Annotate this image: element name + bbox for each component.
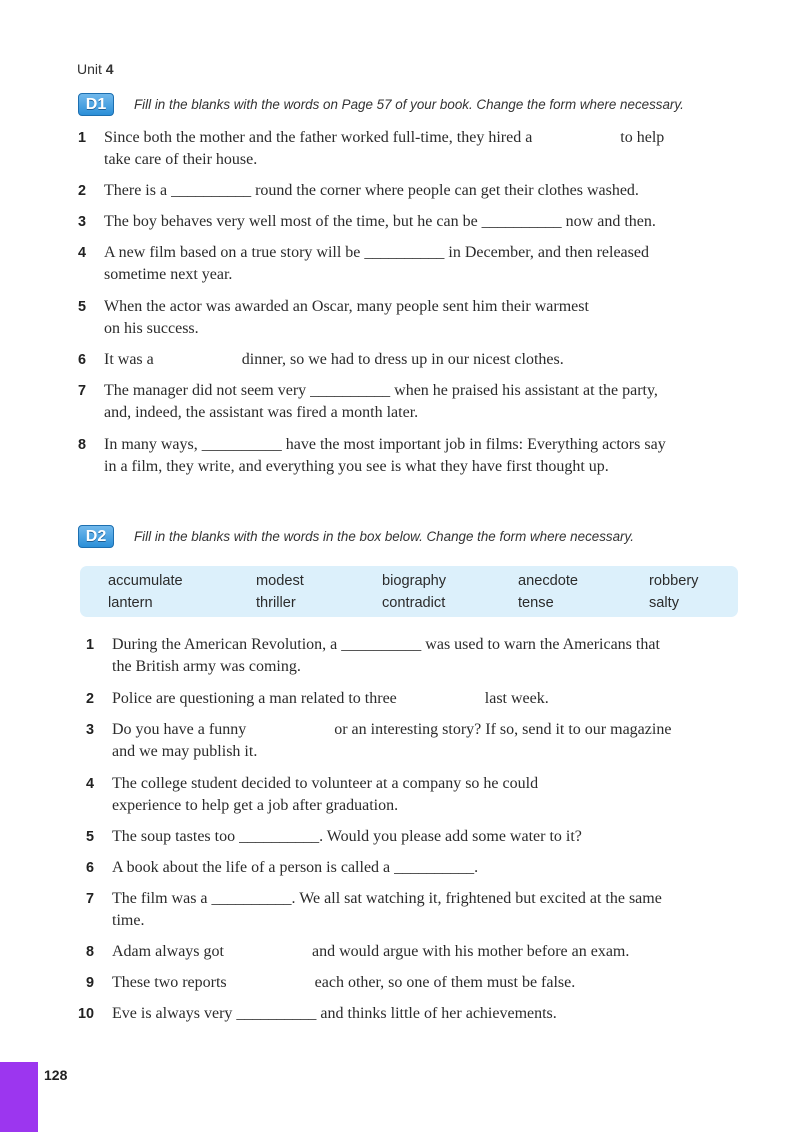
question-text-line: The boy behaves very well most of the time, but he can be __________ now and then.	[104, 213, 656, 230]
question-number: 8	[86, 944, 95, 960]
question-number: 10	[78, 1006, 95, 1022]
d1-instruction: Fill in the blanks with the words on Page 57 of your book. Change the form where necessary.	[134, 97, 684, 112]
question-text-line: In many ways, __________ have the most important job in films: Everything actors say	[104, 436, 666, 453]
question-text-line: the British army was coming.	[112, 658, 301, 675]
word-box-word: contradict	[382, 595, 446, 611]
question-text-line: Since both the mother and the father worked full-time, they hired a to help	[104, 129, 665, 146]
question-text-line: The manager did not seem very __________ when he praised his assistant at the party,	[104, 382, 658, 399]
word-box-word: biography	[382, 573, 447, 589]
word-box-word: tense	[518, 595, 554, 611]
question-number: 2	[86, 691, 95, 707]
question-text-line: When the actor was awarded an Oscar, many people sent him their warmest	[104, 298, 589, 315]
word-box-word: lantern	[108, 595, 153, 611]
question-text-line: During the American Revolution, a __________ was used to warn the Americans that	[112, 636, 660, 653]
question-text-line: experience to help get a job after graduation.	[112, 797, 399, 814]
question-text-line: Police are questioning a man related to three last week.	[112, 690, 549, 707]
question-number: 7	[78, 383, 87, 399]
question-text-line: in a film, they write, and everything you see is what they have first thought up.	[104, 458, 609, 475]
word-box	[80, 566, 738, 617]
question-number: 8	[78, 437, 87, 453]
d1-badge: D1	[78, 93, 114, 116]
question-text-line: A book about the life of a person is called a __________.	[112, 859, 479, 876]
question-text-line: Do you have a funny or an interesting story? If so, send it to our magazine	[112, 721, 672, 738]
page-edge-tab	[0, 1062, 38, 1132]
d2-instruction: Fill in the blanks with the words in the box below. Change the form where necessary.	[134, 529, 634, 544]
question-number: 4	[86, 776, 95, 792]
page-number: 128	[44, 1067, 68, 1083]
word-box-word: robbery	[649, 573, 699, 589]
question-text-line: and we may publish it.	[112, 743, 258, 760]
word-box-word: thriller	[256, 595, 296, 611]
question-text-line: and, indeed, the assistant was fired a month later.	[104, 404, 419, 421]
unit-prefix: Unit	[77, 61, 102, 77]
question-text-line: The college student decided to volunteer at a company so he could	[112, 775, 539, 792]
word-box-word: modest	[256, 573, 304, 589]
question-text-line: on his success.	[104, 320, 199, 337]
question-number: 4	[78, 245, 87, 261]
word-box-word: salty	[649, 595, 680, 611]
question-text-line: time.	[112, 912, 145, 929]
question-text-line: These two reports each other, so one of them must be false.	[112, 974, 576, 991]
question-number: 7	[86, 891, 95, 907]
question-text-line: There is a __________ round the corner where people can get their clothes washed.	[104, 182, 639, 199]
d2-badge: D2	[78, 525, 114, 548]
question-text-line: Adam always got and would argue with his mother before an exam.	[112, 943, 630, 960]
question-text-line: A new film based on a true story will be __________ in December, and then released	[104, 244, 649, 261]
word-box-word: anecdote	[518, 573, 579, 589]
question-text-line: sometime next year.	[104, 266, 233, 283]
word-box-word: accumulate	[108, 573, 183, 589]
question-text-line: The film was a __________. We all sat watching it, frightened but excited at the same	[112, 890, 662, 907]
question-number: 1	[86, 637, 95, 653]
question-text-line: Eve is always very __________ and thinks little of her achievements.	[112, 1005, 557, 1022]
question-number: 3	[78, 214, 87, 230]
question-text-line: The soup tastes too __________. Would you please add some water to it?	[112, 828, 582, 845]
question-text-line: It was a dinner, so we had to dress up in our nicest clothes.	[104, 351, 564, 368]
unit-number: 4	[105, 61, 114, 77]
question-number: 3	[86, 722, 95, 738]
question-number: 5	[78, 299, 87, 315]
question-text-line: take care of their house.	[104, 151, 258, 168]
question-number: 5	[86, 829, 95, 845]
unit-label	[77, 61, 114, 77]
question-number: 9	[86, 975, 95, 991]
question-number: 1	[78, 130, 87, 146]
question-number: 6	[86, 860, 95, 876]
question-number: 2	[78, 183, 87, 199]
question-number: 6	[78, 352, 87, 368]
